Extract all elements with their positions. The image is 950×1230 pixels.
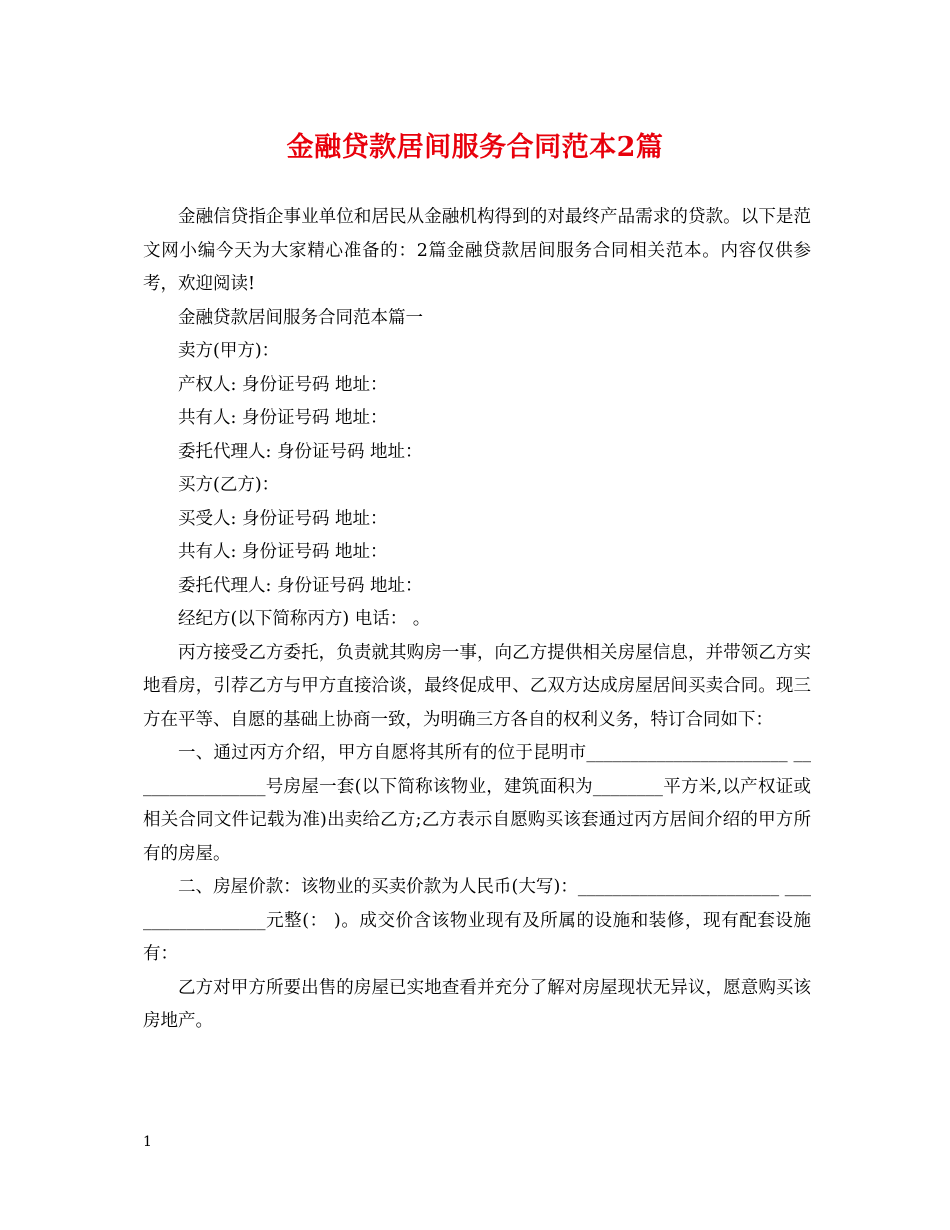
section-heading: 金融贷款居间服务合同范本篇一 xyxy=(178,307,423,328)
broker-line: 经纪方(以下简称丙方) 电话： 。 xyxy=(178,609,431,629)
document-body xyxy=(143,201,811,1039)
seller-co-owner-line: 共有人: 身份证号码 地址： xyxy=(178,408,388,428)
seller-owner-line: 产权人: 身份证号码 地址： xyxy=(178,374,388,395)
page-number: 1 xyxy=(143,1134,152,1150)
seller-agent-line: 委托代理人: 身份证号码 地址： xyxy=(178,441,423,462)
preamble-paragraph: 丙方接受乙方委托，负责就其购房一事，向乙方提供相关房屋信息，并带领乙方实地看房，引荐乙方与甲方直接洽谈，最终促成甲、乙双方达成房屋居间买卖合同。现三方在平等、自愿的基础上协商一致，为明确三方各自的权利义务，特订合同如下： xyxy=(143,642,811,730)
seller-label: 卖方(甲方)： xyxy=(178,341,280,361)
clause-two-paragraph: 二、房屋价款：该物业的买卖价款为人民币(大写)：_______________________ _________________元整(： )。成交价含该物业现有及所属的设施和装修，现有配套设施有： xyxy=(143,877,811,964)
inspection-paragraph: 乙方对甲方所要出售的房屋已实地查看并充分了解对房屋现状无异议，愿意购买该房地产。 xyxy=(143,977,811,1031)
clause-one-paragraph: 一、通过丙方介绍，甲方自愿将其所有的位于昆明市_______________________ ________________号房屋一套(以下简称该物业，建筑面积为________平方米,以产权证或相关合同文件记载为准)出卖给乙方;乙方表示自愿购买该套通过丙方居间介绍的甲方所有的房屋。 xyxy=(143,743,811,864)
document-title: 金融贷款居间服务合同范本2篇 xyxy=(286,132,664,163)
intro-paragraph: 金融信贷指企事业单位和居民从金融机构得到的对最终产品需求的贷款。以下是范文网小编今天为大家精心准备的：2篇金融贷款居间服务合同相关范本。内容仅供参考，欢迎阅读! xyxy=(143,207,811,294)
buyer-line: 买受人: 身份证号码 地址： xyxy=(178,508,388,529)
buyer-agent-line: 委托代理人: 身份证号码 地址： xyxy=(178,575,423,596)
buyer-co-owner-line: 共有人: 身份证号码 地址： xyxy=(178,542,388,562)
buyer-label: 买方(乙方)： xyxy=(178,475,280,495)
